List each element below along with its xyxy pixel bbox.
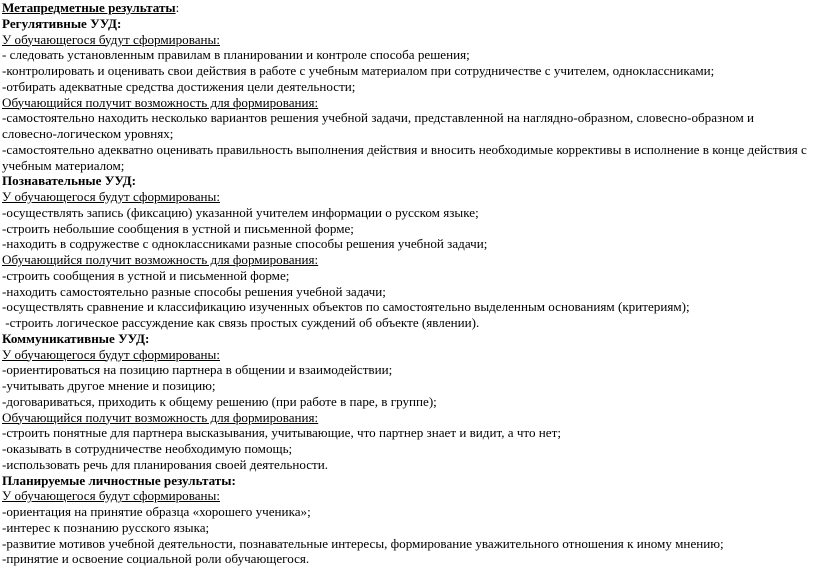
document-title-line — [2, 0, 810, 16]
list-item: -использовать речь для планирования своей деятельности. — [2, 456, 329, 472]
list-item: -оказывать в сотрудничестве необходимую помощь; — [2, 441, 293, 456]
communicative-heading: Коммуникативные УУД: — [2, 330, 150, 346]
personal-heading: Планируемые личностные результаты: — [2, 472, 236, 488]
list-item: -контролировать и оценивать свои действия в работе с учебным материалом при сотрудничестве с учителем, одноклассниками; — [2, 63, 715, 78]
list-item: - следовать установленным правилам в планировании и контроле способа решения; — [2, 47, 470, 63]
list-item: -ориентироваться на позицию партнера в общении и взаимодействии; — [2, 362, 393, 378]
list-item: -самостоятельно адекватно оценивать правильность выполнения действия и вносить необходимые коррективы в исполнение в конце действия с учебным материалом; — [2, 141, 807, 173]
cognitive-heading: Познавательные УУД: — [2, 173, 136, 189]
list-item: -строить небольшие сообщения в устной и письменной форме; — [2, 220, 354, 236]
cognitive-opportunity-label: Обучающийся получит возможность для формирования: — [2, 252, 319, 267]
document-title: Метапредметные результаты — [2, 0, 176, 15]
list-item: -строить сообщения в устной и письменной форме; — [2, 267, 290, 283]
list-item: -осуществлять запись (фиксацию) указанной учителем информации о русском языке; — [2, 204, 479, 220]
list-item: -договариваться, приходить к общему решению (при работе в паре, в группе); — [2, 393, 437, 409]
document-title-colon: : — [175, 0, 180, 15]
list-item: -отбирать адекватные средства достижения цели деятельности; — [2, 78, 356, 94]
list-item: -находить в содружестве с одноклассниками разные способы решения учебной задачи; — [2, 236, 488, 252]
list-item: -осуществлять сравнение и классификацию изученных объектов по самостоятельно выделенным основаниям (критериям); — [2, 299, 690, 315]
personal-formed-label: У обучающегося будут сформированы: — [2, 488, 220, 504]
list-item: -принятие и освоение социальной роли обучающегося. — [2, 551, 310, 567]
list-item: -самостоятельно находить несколько вариантов решения учебной задачи, представленной на наглядно-образном, словесно-образном и словесно-логическом уровнях; — [2, 110, 755, 141]
communicative-opportunity-label: Обучающийся получит возможность для формирования: — [2, 409, 319, 425]
document-body — [2, 0, 810, 567]
list-item: -учитывать другое мнение и позицию; — [2, 378, 216, 393]
regulative-formed-label: У обучающегося будут сформированы: — [2, 31, 220, 47]
list-item: -строить логическое рассуждение как связь простых суждений об объекте (явлении). — [2, 315, 480, 330]
regulative-opportunity-label: Обучающийся получит возможность для формирования: — [2, 94, 319, 110]
list-item: -ориентация на принятие образца «хорошего ученика»; — [2, 504, 311, 519]
cognitive-formed-label: У обучающегося будут сформированы: — [2, 189, 220, 204]
regulative-heading: Регулятивные УУД: — [2, 15, 122, 31]
communicative-formed-label: У обучающегося будут сформированы: — [2, 346, 220, 362]
list-item: -строить понятные для партнера высказывания, учитывающие, что партнер знает и видит, а что нет; — [2, 425, 561, 441]
list-item: -находить самостоятельно разные способы решения учебной задачи; — [2, 283, 386, 299]
list-item: -развитие мотивов учебной деятельности, познавательные интересы, формирование уважительного отношения к иному мнению; — [2, 535, 724, 551]
list-item: -интерес к познанию русского языка; — [2, 519, 210, 535]
